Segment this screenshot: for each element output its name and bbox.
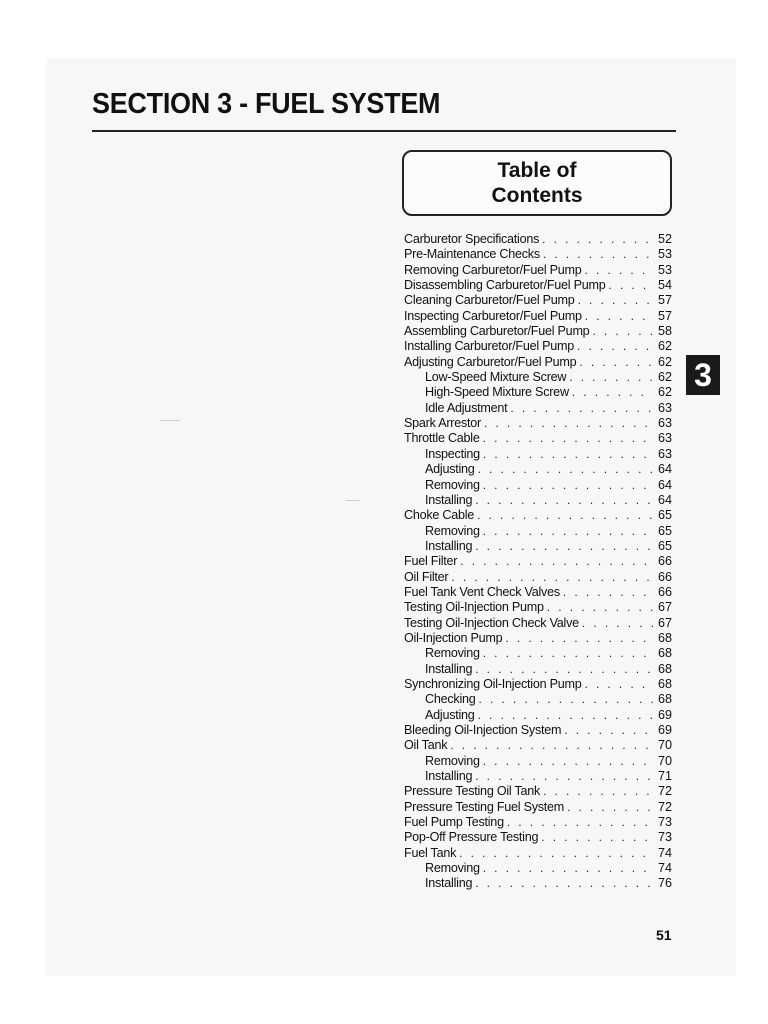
toc-entry-page: 66 xyxy=(657,584,672,599)
toc-entry-page: 64 xyxy=(657,462,672,477)
toc-subentry xyxy=(404,861,672,876)
toc-dot-leader xyxy=(483,646,653,661)
toc-entry xyxy=(404,508,672,523)
toc-dot-leader xyxy=(477,508,653,523)
toc-dot-leader xyxy=(582,616,653,631)
toc-dot-leader xyxy=(475,662,653,677)
toc-entry-page: 66 xyxy=(657,569,672,584)
toc-dot-leader xyxy=(592,324,653,339)
toc-entry-label: Adjusting Carburetor/Fuel Pump xyxy=(404,354,577,369)
toc-entry-page: 62 xyxy=(657,354,672,369)
toc-entry-page: 74 xyxy=(657,845,672,860)
toc-dot-leader xyxy=(543,784,653,799)
toc-entry-label: Oil-Injection Pump xyxy=(404,630,503,645)
toc-dot-leader xyxy=(569,370,653,385)
toc-entry-page: 73 xyxy=(657,830,672,845)
toc-subentry xyxy=(404,462,672,477)
toc-entry-label: Installing xyxy=(425,538,473,553)
toc-entry-page: 71 xyxy=(657,769,672,784)
page-number: 51 xyxy=(656,927,672,943)
toc-entry xyxy=(404,431,672,446)
toc-entry xyxy=(404,830,672,845)
toc-dot-leader xyxy=(483,861,653,876)
toc-subentry xyxy=(404,754,672,769)
toc-entry-page: 64 xyxy=(657,492,672,507)
toc-list xyxy=(404,232,672,892)
toc-entry-page: 63 xyxy=(657,416,672,431)
toc-dot-leader xyxy=(483,447,653,462)
toc-entry-label: Removing xyxy=(425,753,480,768)
toc-entry-page: 68 xyxy=(657,630,672,645)
toc-entry xyxy=(404,324,672,339)
toc-heading-line-1: Table of xyxy=(497,159,577,182)
toc-entry-page: 53 xyxy=(657,247,672,262)
toc-dot-leader xyxy=(451,570,653,585)
toc-entry-page: 63 xyxy=(657,431,672,446)
toc-entry-label: Pre-Maintenance Checks xyxy=(404,247,540,262)
toc-entry-label: Fuel Tank xyxy=(404,845,457,860)
toc-entry-page: 65 xyxy=(657,523,672,538)
toc-entry-label: Pressure Testing Fuel System xyxy=(404,799,565,814)
toc-entry xyxy=(404,247,672,262)
toc-dot-leader xyxy=(483,431,653,446)
toc-entry-label: High-Speed Mixture Screw xyxy=(425,385,569,400)
toc-entry xyxy=(404,309,672,324)
toc-entry-label: Installing xyxy=(425,661,473,676)
toc-dot-leader xyxy=(585,677,654,692)
toc-entry-label: Installing xyxy=(425,876,473,891)
toc-entry-label: Adjusting xyxy=(425,707,475,722)
toc-entry-label: Bleeding Oil-Injection System xyxy=(404,723,562,737)
toc-entry-label: Installing xyxy=(425,492,473,507)
toc-entry-page: 70 xyxy=(657,738,672,753)
toc-entry-label: Testing Oil-Injection Pump xyxy=(404,600,544,615)
toc-entry-page: 63 xyxy=(657,446,672,461)
toc-entry-page: 52 xyxy=(657,232,672,246)
toc-entry-page: 62 xyxy=(657,339,672,354)
toc-entry-label: Installing xyxy=(425,769,473,784)
toc-dot-leader xyxy=(475,769,653,784)
toc-entry-label: Pop-Off Pressure Testing xyxy=(404,830,539,845)
toc-entry-label: Fuel Filter xyxy=(404,554,458,569)
toc-entry-label: Oil Filter xyxy=(404,569,449,584)
toc-dot-leader xyxy=(483,478,653,493)
toc-dot-leader xyxy=(483,524,653,539)
toc-entry-page: 63 xyxy=(657,400,672,415)
toc-entry-page: 67 xyxy=(657,615,672,630)
toc-entry xyxy=(404,585,672,600)
toc-entry-page: 70 xyxy=(657,753,672,768)
toc-entry xyxy=(404,616,672,631)
toc-dot-leader xyxy=(567,800,653,815)
toc-entry-page: 67 xyxy=(657,600,672,615)
toc-entry-page: 68 xyxy=(657,676,672,691)
toc-entry xyxy=(404,600,672,615)
title-rule xyxy=(92,130,676,132)
toc-dot-leader xyxy=(577,339,653,354)
toc-entry xyxy=(404,263,672,278)
toc-entry-page: 66 xyxy=(657,554,672,569)
toc-entry-label: Removing xyxy=(425,646,480,661)
toc-entry xyxy=(404,800,672,815)
toc-entry-page: 65 xyxy=(657,508,672,523)
toc-entry-label: Oil Tank xyxy=(404,738,448,753)
toc-dot-leader xyxy=(585,263,653,278)
toc-dot-leader xyxy=(475,493,653,508)
toc-entry xyxy=(404,846,672,861)
toc-dot-leader xyxy=(563,585,653,600)
toc-subentry xyxy=(404,876,672,891)
toc-subentry xyxy=(404,493,672,508)
toc-dot-leader xyxy=(543,247,653,262)
toc-entry-label: Inspecting xyxy=(425,446,480,461)
toc-entry-label: Assembling Carburetor/Fuel Pump xyxy=(404,324,590,339)
toc-subentry xyxy=(404,539,672,554)
toc-entry-label: Idle Adjustment xyxy=(425,400,508,415)
toc-entry-label: Fuel Tank Vent Check Valves xyxy=(404,584,560,599)
toc-entry-label: Fuel Pump Testing xyxy=(404,815,504,830)
toc-dot-leader xyxy=(478,708,653,723)
toc-entry xyxy=(404,784,672,799)
toc-entry-page: 57 xyxy=(657,293,672,308)
toc-entry-page: 58 xyxy=(657,324,672,339)
toc-entry-page: 76 xyxy=(657,876,672,891)
toc-entry-label: Removing xyxy=(425,861,480,876)
toc-entry-page: 68 xyxy=(657,661,672,676)
toc-entry-page: 73 xyxy=(657,815,672,830)
toc-subentry xyxy=(404,769,672,784)
toc-entry xyxy=(404,738,672,753)
toc-entry-label: Cleaning Carburetor/Fuel Pump xyxy=(404,293,575,308)
toc-subentry xyxy=(404,447,672,462)
toc-dot-leader xyxy=(510,401,653,416)
toc-subentry xyxy=(404,646,672,661)
toc-subentry xyxy=(404,478,672,493)
section-tab: 3 xyxy=(686,355,720,395)
toc-entry xyxy=(404,339,672,354)
toc-entry-label: Synchronizing Oil-Injection Pump xyxy=(404,676,582,691)
toc-entry-page: 62 xyxy=(657,370,672,385)
toc-subentry xyxy=(404,385,672,400)
toc-entry xyxy=(404,355,672,370)
toc-dot-leader xyxy=(483,754,653,769)
toc-entry xyxy=(404,232,672,247)
scan-speck xyxy=(160,420,180,421)
toc-subentry xyxy=(404,370,672,385)
toc-entry-page: 68 xyxy=(657,692,672,707)
toc-entry-label: Removing Carburetor/Fuel Pump xyxy=(404,262,582,277)
toc-heading-line-2: Contents xyxy=(491,184,583,207)
toc-entry-label: Checking xyxy=(425,692,476,707)
toc-entry-label: Removing xyxy=(425,477,480,492)
toc-entry-label: Pressure Testing Oil Tank xyxy=(404,784,541,799)
toc-dot-leader xyxy=(478,462,653,477)
toc-entry-page: 72 xyxy=(657,784,672,799)
toc-dot-leader xyxy=(572,385,653,400)
toc-dot-leader xyxy=(475,876,653,891)
toc-entry-label: Low-Speed Mixture Screw xyxy=(425,370,567,385)
toc-entry-label: Adjusting xyxy=(425,462,475,477)
toc-entry-label: Spark Arrestor xyxy=(404,416,481,431)
toc-dot-leader xyxy=(479,692,653,707)
toc-entry xyxy=(404,815,672,830)
toc-dot-leader xyxy=(542,232,653,247)
toc-dot-leader xyxy=(507,815,653,830)
toc-subentry xyxy=(404,524,672,539)
toc-entry xyxy=(404,723,672,738)
toc-subentry xyxy=(404,708,672,723)
toc-entry-page: 65 xyxy=(657,538,672,553)
toc-dot-leader xyxy=(475,539,653,554)
toc-subentry xyxy=(404,692,672,707)
toc-entry-page: 64 xyxy=(657,477,672,492)
toc-entry xyxy=(404,631,672,646)
toc-subentry xyxy=(404,662,672,677)
toc-entry-page: 72 xyxy=(657,799,672,814)
toc-entry-page: 53 xyxy=(657,262,672,277)
toc-subentry xyxy=(404,401,672,416)
toc-dot-leader xyxy=(505,631,653,646)
toc-dot-leader xyxy=(579,355,653,370)
toc-entry-page: 69 xyxy=(657,723,672,737)
toc-dot-leader xyxy=(460,554,653,569)
toc-entry xyxy=(404,293,672,308)
toc-entry xyxy=(404,278,672,293)
toc-entry-label: Carburetor Specifications xyxy=(404,232,540,246)
toc-dot-leader xyxy=(459,846,653,861)
toc-entry-label: Removing xyxy=(425,523,480,538)
toc-entry-page: 68 xyxy=(657,646,672,661)
toc-entry xyxy=(404,677,672,692)
toc-entry-page: 69 xyxy=(657,707,672,722)
toc-dot-leader xyxy=(608,278,653,293)
toc-entry-label: Disassembling Carburetor/Fuel Pump xyxy=(404,278,606,293)
toc-entry xyxy=(404,554,672,569)
toc-heading xyxy=(404,158,670,208)
toc-entry-label: Testing Oil-Injection Check Valve xyxy=(404,615,579,630)
toc-entry-label: Throttle Cable xyxy=(404,431,480,446)
toc-entry-label: Inspecting Carburetor/Fuel Pump xyxy=(404,308,582,323)
scan-speck xyxy=(346,500,360,501)
toc-entry-page: 74 xyxy=(657,861,672,876)
toc-heading-box xyxy=(402,150,672,216)
toc-dot-leader xyxy=(541,830,653,845)
toc-dot-leader xyxy=(578,293,653,308)
toc-dot-leader xyxy=(547,600,653,615)
toc-dot-leader xyxy=(450,738,653,753)
toc-entry xyxy=(404,570,672,585)
section-title: SECTION 3 - FUEL SYSTEM xyxy=(92,88,441,120)
toc-entry-label: Installing Carburetor/Fuel Pump xyxy=(404,339,575,354)
toc-entry-page: 54 xyxy=(657,278,672,293)
toc-dot-leader xyxy=(564,723,653,738)
toc-entry-page: 62 xyxy=(657,385,672,400)
toc-dot-leader xyxy=(585,309,653,324)
toc-dot-leader xyxy=(484,416,653,431)
toc-entry-page: 57 xyxy=(657,308,672,323)
toc-entry xyxy=(404,416,672,431)
toc-entry-label: Choke Cable xyxy=(404,508,475,523)
